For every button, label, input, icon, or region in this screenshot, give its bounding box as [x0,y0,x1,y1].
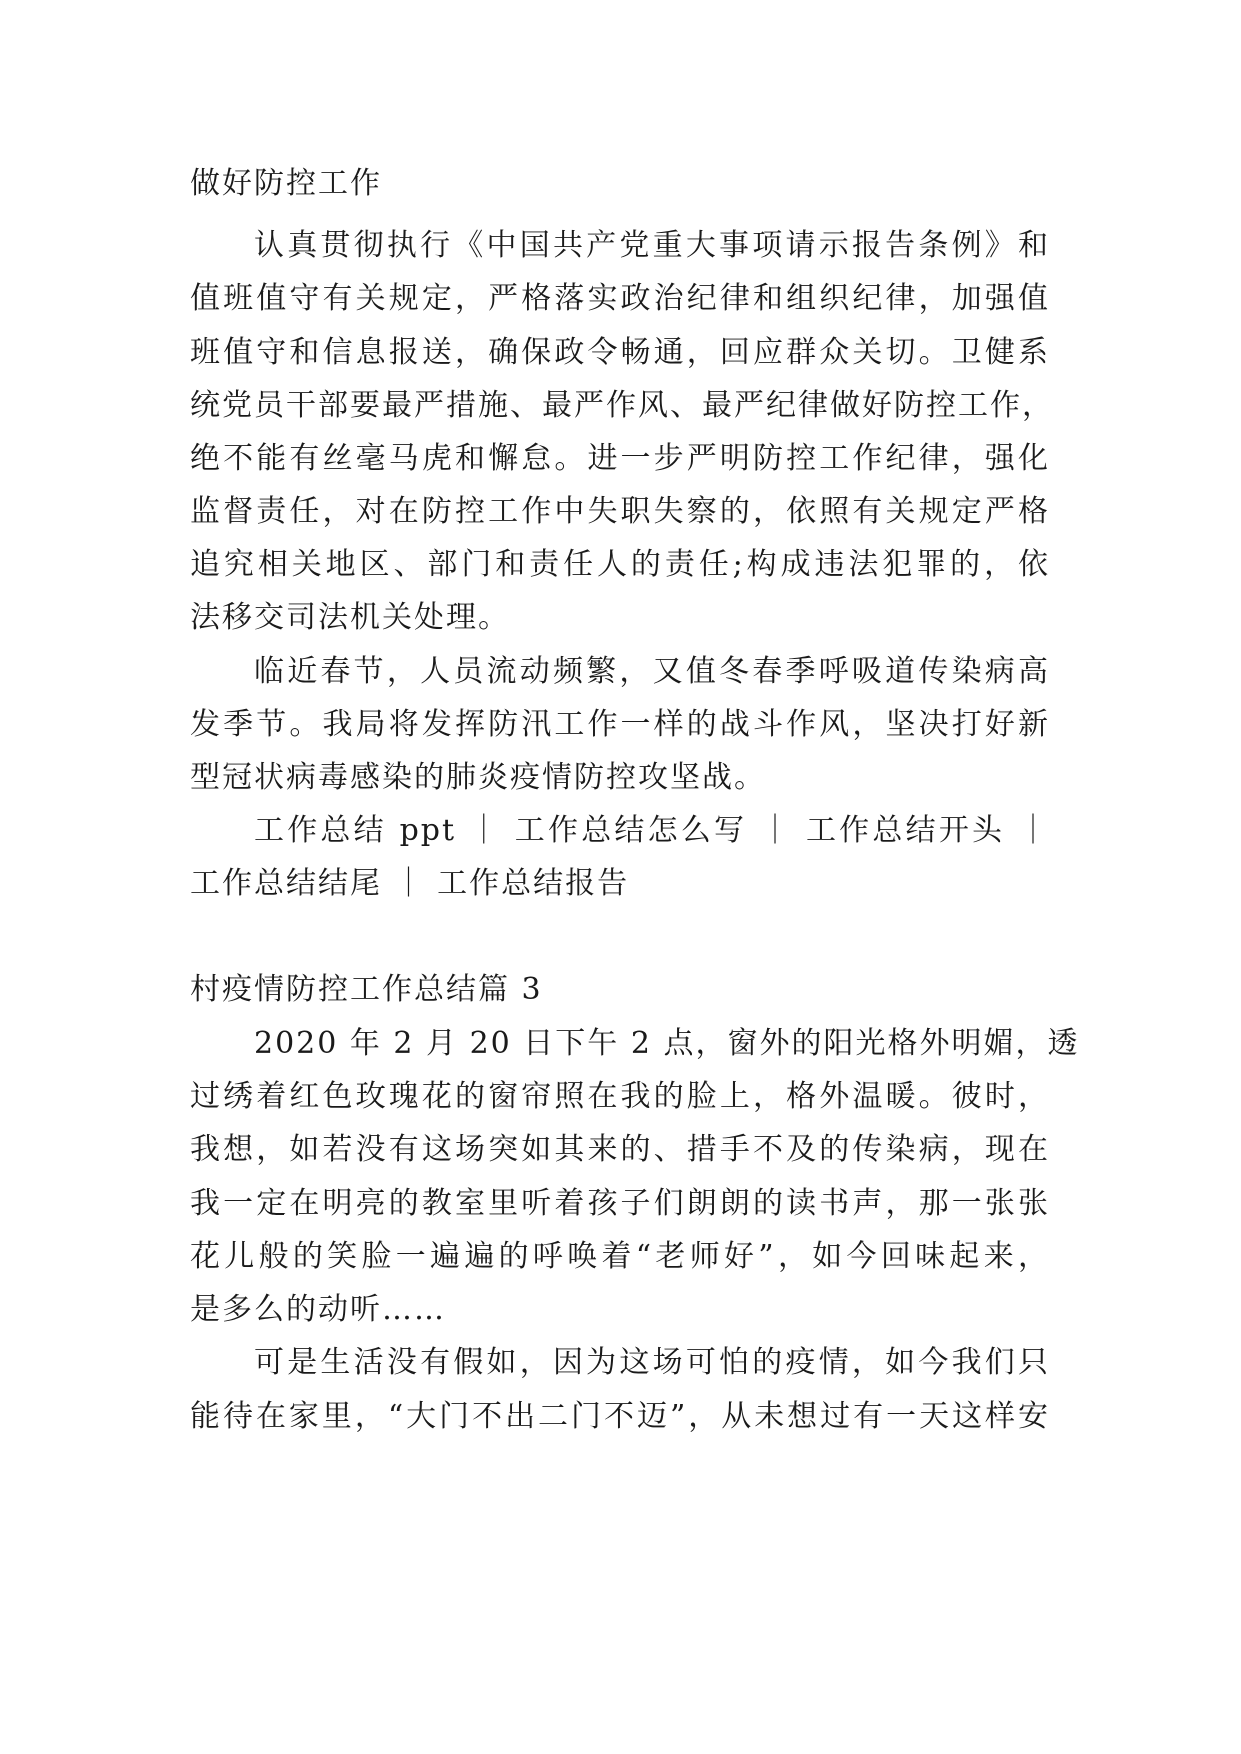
paragraph-1-line: 值班值守有关规定，严格落实政治纪律和组织纪律，加强值 [190,281,1050,316]
section-heading: 村疫情防控工作总结篇 3 [190,972,543,1007]
paragraph-3-line: 花儿般的笑脸一遍遍的呼唤着“老师好”，如今回味起来， [190,1239,1050,1274]
paragraph-1-line: 认真贯彻执行《中国共产党重大事项请示报告条例》和 [254,228,1050,263]
paragraph-1-line: 绝不能有丝毫马虎和懈怠。进一步严明防控工作纪律，强化 [190,441,1050,476]
paragraph-2-line: 发季节。我局将发挥防汛工作一样的战斗作风，坚决打好新 [190,707,1050,742]
paragraph-2-line: 型冠状病毒感染的肺炎疫情防控攻坚战。 [190,760,766,795]
paragraph-1-line: 班值守和信息报送，确保政令畅通，回应群众关切。卫健系 [190,335,1050,370]
paragraph-2-line: 临近春节，人员流动频繁，又值冬春季呼吸道传染病高 [254,654,1050,689]
paragraph-3-line: 2020 年 2 月 20 日下午 2 点，窗外的阳光格外明媚，透 [254,1026,1080,1061]
paragraph-3-line: 我想，如若没有这场突如其来的、措手不及的传染病，现在 [190,1132,1050,1167]
paragraph-3-line: 过绣着红色玫瑰花的窗帘照在我的脸上，格外温暖。彼时， [190,1079,1050,1114]
paragraph-1-line: 法移交司法机关处理。 [190,600,510,635]
paragraph-1-line: 追究相关地区、部门和责任人的责任;构成违法犯罪的，依 [190,547,1050,582]
paragraph-4-line: 可是生活没有假如，因为这场可怕的疫情，如今我们只 [254,1345,1050,1380]
paragraph-3-line: 是多么的动听…… [190,1292,446,1327]
paragraph-1-line: 统党员干部要最严措施、最严作风、最严纪律做好防控工作， [190,388,1054,423]
paragraph-4-line: 能待在家里，“大门不出二门不迈”，从未想过有一天这样安 [190,1399,1050,1434]
paragraph-3-line: 我一定在明亮的教室里听着孩子们朗朗的读书声，那一张张 [190,1186,1050,1221]
section-heading-prev: 做好防控工作 [190,166,382,201]
paragraph-1-line: 监督责任，对在防控工作中失职失察的，依照有关规定严格 [190,494,1050,529]
related-links-line[interactable]: 工作总结 ppt ｜ 工作总结怎么写 ｜ 工作总结开头 ｜ [254,813,1050,848]
related-links-line[interactable]: 工作总结结尾 ｜ 工作总结报告 [190,866,630,901]
